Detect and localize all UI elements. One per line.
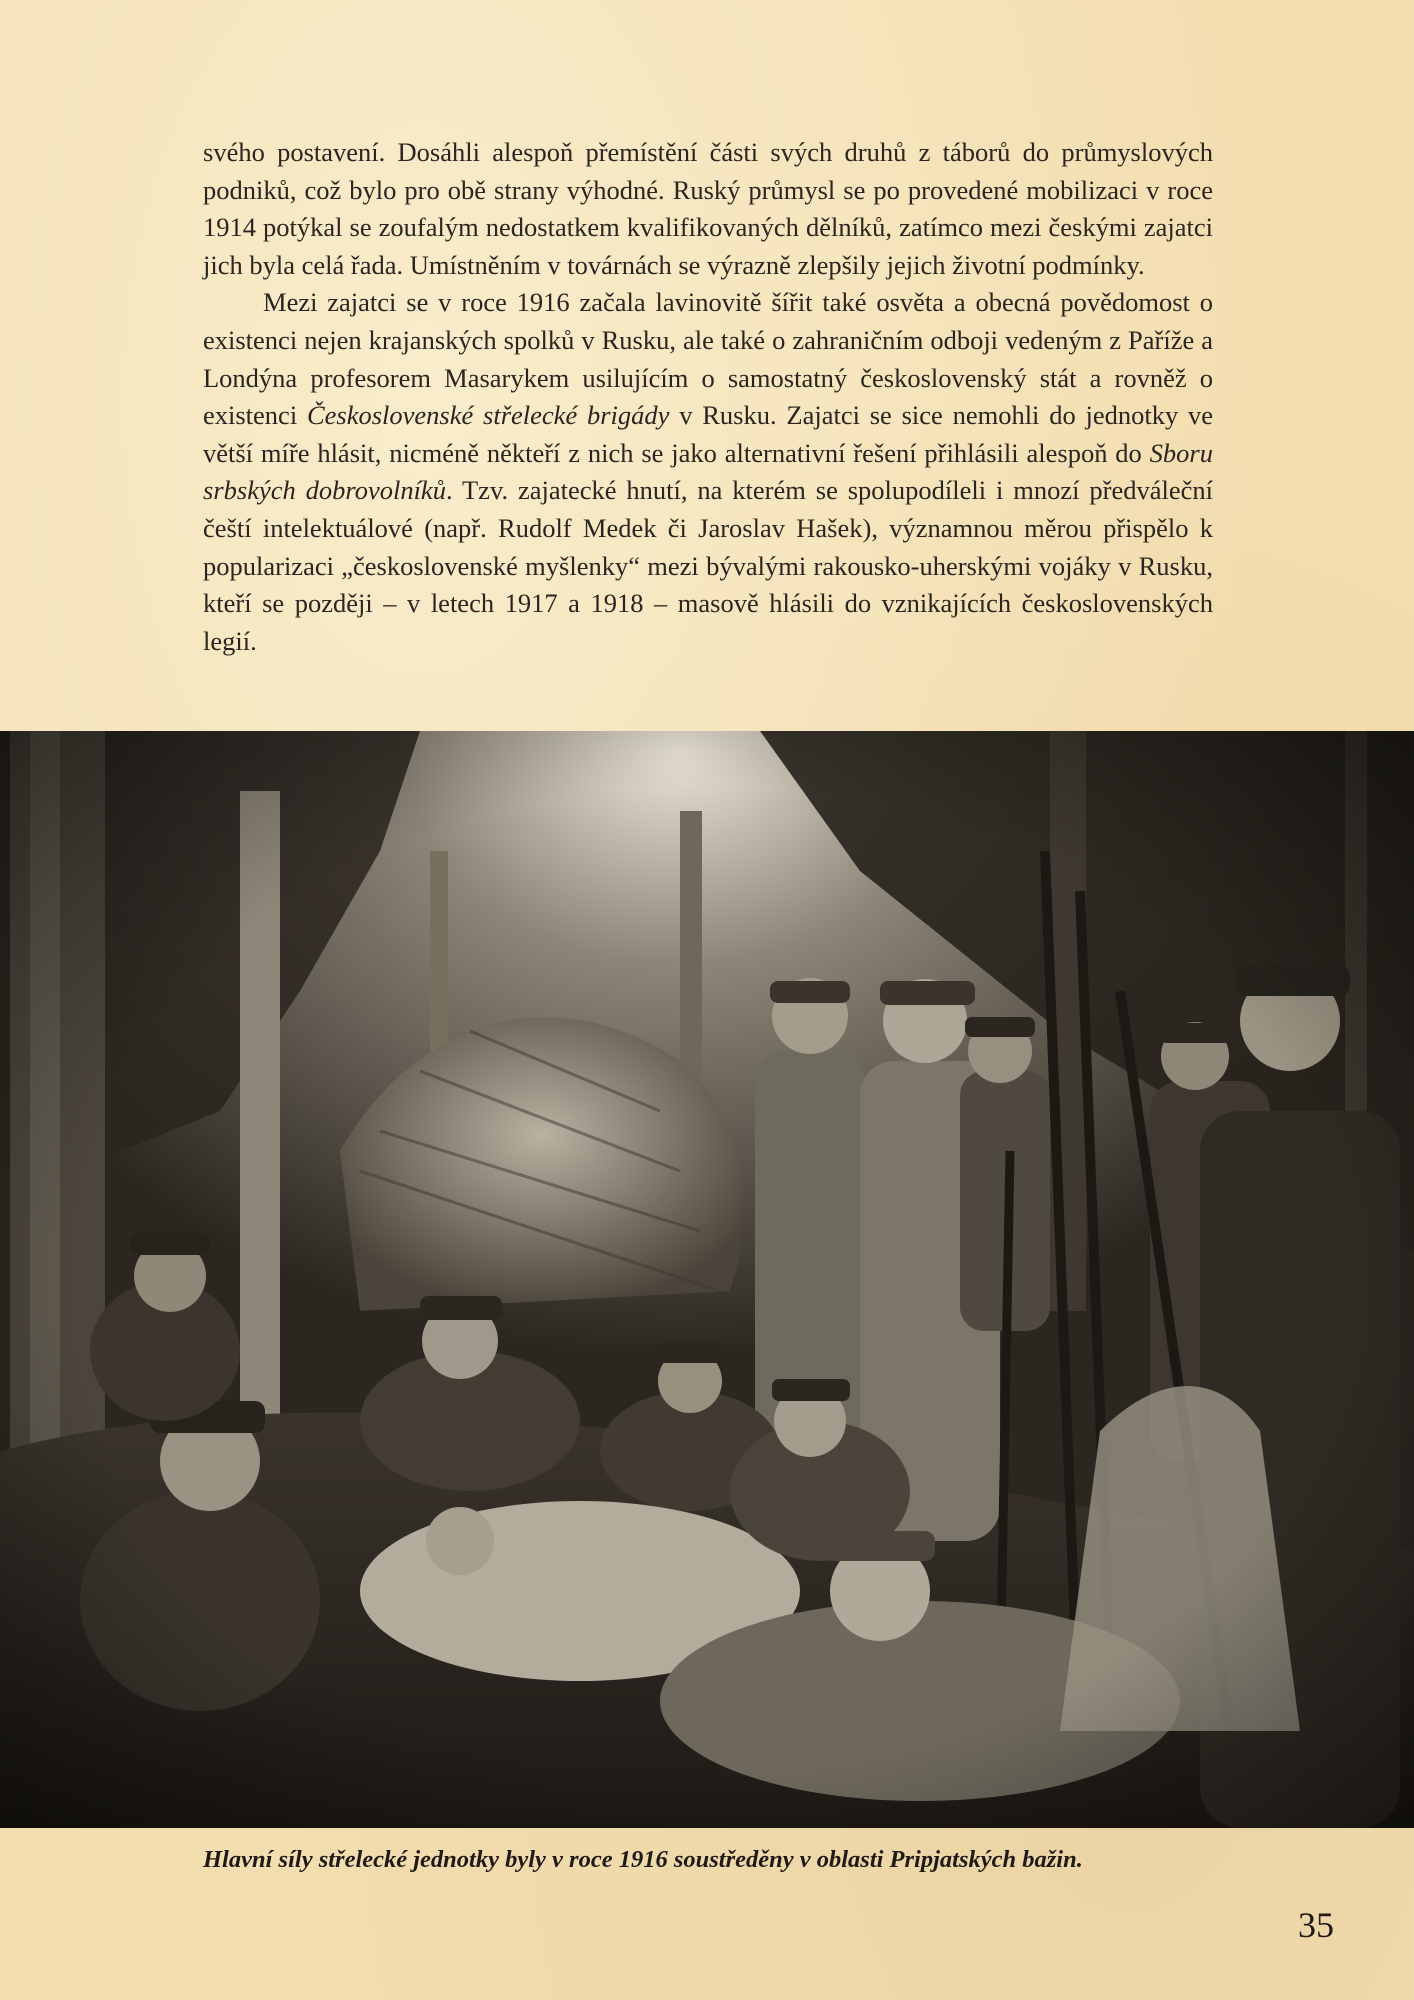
photo-caption: Hlavní síly střelecké jednotky byly v roce 1916 soustředěny v oblasti Pripjatských bažin. xyxy=(203,1846,1083,1873)
body-text xyxy=(203,134,1213,660)
historical-photo xyxy=(0,731,1414,1828)
italic-serbian-corps: Sboru srbských dobrovolníků xyxy=(203,437,1213,506)
paragraph-2 xyxy=(203,284,1213,660)
paragraph-2-part-c: . Tzv. zajatecké hnutí, na kterém se spolupodíleli i mnozí předváleční čeští intelektuálové (např. Rudolf Medek či Jaroslav Hašek), významnou měrou přispělo k popularizaci „československé myšlenky“ mezi bývalými rakousko-uherskými vojáky v Rusku, kteří se později – v letech 1917 a 1918 – masově hlásili do vznikajících československých legií. xyxy=(203,475,1213,656)
paragraph-2-part-a: Mezi zajatci se v roce 1916 začala lavinovitě šířit také osvěta a obecná povědomost o existenci nejen krajanských spolků v Rusku, ale také o zahraničním odboji vedeným z Paříže a Londýna profesorem Masarykem usilujícím o samostatný československý stát a rovněž o existenci xyxy=(203,287,1213,431)
page-number: 35 xyxy=(1298,1905,1334,1945)
photo-vignette xyxy=(0,731,1414,1828)
soldiers-in-forest-photo xyxy=(0,731,1414,1828)
italic-brigade-name: Československé střelecké brigády xyxy=(306,400,670,431)
paragraph-2-part-b: v Rusku. Zajatci se sice nemohli do jednotky ve větší míře hlásit, nicméně někteří z nich se jako alternativní řešení přihlásili alespoň do xyxy=(203,400,1214,468)
paragraph-1: svého postavení. Dosáhli alespoň přemístění části svých druhů z táborů do průmyslových podniků, což bylo pro obě strany výhodné. Ruský průmysl se po provedené mobilizaci v roce 1914 potýkal se zoufalým nedostatkem kvalifikovaných dělníků, zatímco mezi českými zajatci jich byla celá řada. Umístněním v továrnách se výrazně zlepšily jejich životní podmínky. xyxy=(203,137,1213,280)
